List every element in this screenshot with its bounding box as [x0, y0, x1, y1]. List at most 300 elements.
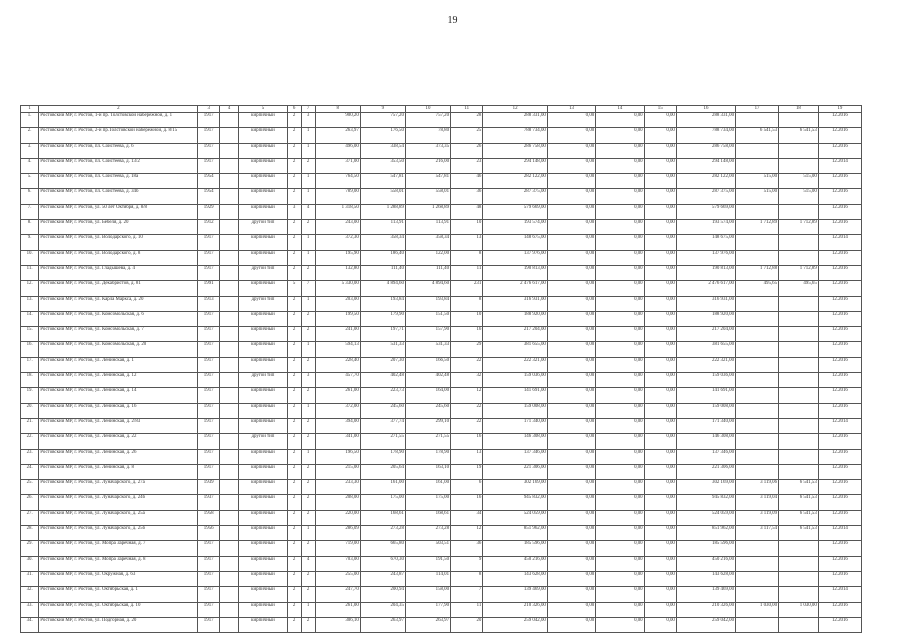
table-cell	[219, 128, 238, 143]
table-row	[21, 357, 862, 372]
table-cell: 210 326,00	[483, 602, 548, 617]
table-cell: 1954	[198, 174, 220, 189]
table-cell: 2	[287, 296, 301, 311]
table-cell	[736, 587, 779, 602]
table-cell: 579 669,00	[676, 204, 735, 219]
table-cell: 4 894,60	[405, 281, 450, 296]
table-cell: 221 306,00	[676, 464, 735, 479]
table-cell	[779, 449, 819, 464]
table-cell: 0,00	[547, 480, 595, 495]
table-cell: 10	[451, 220, 483, 235]
table-cell: 0,00	[644, 373, 676, 388]
address-cell: Ростовский МР, г. Ростов, ул. Окружная, д. 63	[39, 571, 198, 586]
table-cell	[779, 556, 819, 571]
table-cell: 12.2016	[818, 250, 861, 265]
table-cell: 2	[301, 464, 315, 479]
table-cell: 496,00	[315, 143, 360, 158]
column-header-16: 16	[676, 106, 735, 113]
table-cell: 16	[451, 495, 483, 510]
table-cell: кирпичный	[239, 204, 287, 219]
table-cell: 286,09	[315, 526, 360, 541]
table-cell: 719,00	[315, 541, 360, 556]
table-cell: 7	[451, 587, 483, 602]
table-cell	[736, 418, 779, 433]
table-cell: 11	[451, 602, 483, 617]
table-cell: 6 541,53	[779, 495, 819, 510]
table-cell	[736, 158, 779, 173]
table-row	[21, 464, 862, 479]
table-cell: 1	[301, 602, 315, 617]
table-cell: 0,00	[596, 556, 644, 571]
table-cell: 1	[301, 128, 315, 143]
table-cell: 288 331,00	[676, 113, 735, 128]
table-cell	[736, 556, 779, 571]
table-cell: кирпичный	[239, 418, 287, 433]
table-cell	[779, 204, 819, 219]
table-body	[21, 113, 862, 633]
table-cell: 0,00	[596, 342, 644, 357]
table-cell	[736, 464, 779, 479]
table-cell: 0,00	[596, 587, 644, 602]
table-cell	[736, 541, 779, 556]
table-cell: 12.2016	[818, 602, 861, 617]
table-cell: 12.2016	[818, 556, 861, 571]
table-cell: 16	[451, 434, 483, 449]
table-cell: 457,70	[315, 373, 360, 388]
table-cell: 0,00	[547, 495, 595, 510]
column-header-7: 7	[301, 106, 315, 113]
table-cell: 402,48	[360, 373, 405, 388]
table-cell: кирпичный	[239, 602, 287, 617]
table-cell: 5 330,00	[315, 281, 360, 296]
table-cell: 20	[451, 617, 483, 632]
table-cell: кирпичный	[239, 480, 287, 495]
table-cell: 358,34	[405, 235, 450, 250]
table-cell: 515,00	[779, 189, 819, 204]
table-cell: 2	[287, 113, 301, 128]
table-cell: 2	[287, 418, 301, 433]
table-cell: 287 375,00	[483, 189, 548, 204]
table-cell: 5.	[21, 174, 39, 189]
address-cell: Ростовский МР, г. Ростов, 1-й пр. Толстовской набережной, д. 1	[39, 113, 198, 128]
table-cell: 2	[287, 403, 301, 418]
table-cell: 1917	[198, 357, 220, 372]
table-cell: 12.2016	[818, 204, 861, 219]
table-cell: 12.2016	[818, 373, 861, 388]
table-cell: 1958	[198, 510, 220, 525]
table-cell: 2	[287, 357, 301, 372]
table-cell: 28.	[21, 526, 39, 541]
table-cell: 495,65	[736, 281, 779, 296]
table-cell: 12.2016	[818, 342, 861, 357]
table-cell	[219, 418, 238, 433]
table-row	[21, 265, 862, 280]
table-cell: 2	[287, 480, 301, 495]
table-cell	[779, 571, 819, 586]
table-cell: 0,00	[596, 388, 644, 403]
table-cell: 0,00	[596, 602, 644, 617]
table-cell: 179,90	[360, 311, 405, 326]
table-cell: 1917	[198, 327, 220, 342]
table-cell: 0,00	[596, 403, 644, 418]
table-cell: 0,00	[547, 434, 595, 449]
table-cell: 2	[301, 587, 315, 602]
table-cell: 0,00	[547, 388, 595, 403]
table-cell: 316 931,00	[483, 296, 548, 311]
table-cell: 373,35	[405, 143, 450, 158]
table-cell: 12.2016	[818, 541, 861, 556]
table-cell: 228,40	[315, 357, 360, 372]
table-cell: 2	[287, 434, 301, 449]
table-cell: другой тип	[239, 265, 287, 280]
table-cell: 12.2016	[818, 113, 861, 128]
table-cell: 12.2016	[818, 143, 861, 158]
table-cell: 175,00	[405, 495, 450, 510]
table-cell: 34	[451, 510, 483, 525]
table-cell: 0,00	[596, 327, 644, 342]
column-header-2: 2	[39, 106, 198, 113]
table-cell: 2	[301, 434, 315, 449]
table-cell: 0,00	[644, 174, 676, 189]
table-cell: 113,91	[405, 220, 450, 235]
housing-register-table	[20, 105, 862, 633]
table-cell: 143 628,00	[676, 571, 735, 586]
table-cell: 0,00	[547, 418, 595, 433]
table-cell: 1917	[198, 265, 220, 280]
table-cell: 0,00	[596, 357, 644, 372]
table-cell: 2 476 617,00	[676, 281, 735, 296]
table-cell: 0,00	[596, 128, 644, 143]
table-cell: 2	[287, 143, 301, 158]
table-row	[21, 434, 862, 449]
table-cell: 2	[287, 158, 301, 173]
table-cell: 1954	[198, 189, 220, 204]
address-cell: Ростовский МР, г. Ростов, ул. Луначарского, д. 25а	[39, 510, 198, 525]
column-header-13: 13	[547, 106, 595, 113]
address-cell: Ростовский МР, г. Ростов, пл. Соистеева, д. 18а	[39, 174, 198, 189]
table-cell: 139 469,00	[483, 587, 548, 602]
table-cell: 23	[451, 158, 483, 173]
table-cell: 0,00	[547, 250, 595, 265]
table-cell: 0,00	[644, 480, 676, 495]
table-cell: 1917	[198, 449, 220, 464]
table-cell: 1917	[198, 464, 220, 479]
table-cell: 0,00	[547, 143, 595, 158]
table-cell: 28	[451, 113, 483, 128]
table-cell: 0,00	[644, 464, 676, 479]
table-cell: 1 288,89	[360, 204, 405, 219]
table-cell: 17.	[21, 357, 39, 372]
table-cell: кирпичный	[239, 403, 287, 418]
address-cell: Ростовский МР, г. Ростов, ул. Ленинская, д. 22	[39, 434, 198, 449]
table-cell: 12.2014	[818, 587, 861, 602]
address-cell: Ростовский МР, г. Ростов, пл. Соистеева, д. 6	[39, 143, 198, 158]
table-cell: 193 574,00	[483, 220, 548, 235]
table-cell: 3 119,09	[736, 510, 779, 525]
table-row	[21, 250, 862, 265]
table-cell: 381 655,00	[676, 342, 735, 357]
table-cell: 524 059,00	[676, 510, 735, 525]
table-cell: 1 030,00	[779, 602, 819, 617]
table-cell: 0,00	[547, 281, 595, 296]
table-row	[21, 587, 862, 602]
table-cell: 757,20	[405, 113, 450, 128]
table-cell: другой тип	[239, 373, 287, 388]
table-row	[21, 602, 862, 617]
table-cell: 0,00	[596, 113, 644, 128]
table-cell	[779, 143, 819, 158]
table-cell: 0,00	[644, 495, 676, 510]
table-cell: 0,00	[547, 204, 595, 219]
table-cell: 1917	[198, 541, 220, 556]
column-header-11: 11	[451, 106, 483, 113]
table-cell: 273,28	[405, 526, 450, 541]
table-cell: 3 117,54	[736, 526, 779, 541]
table-cell: 515,00	[736, 174, 779, 189]
table-cell: 36	[451, 189, 483, 204]
table-cell: 146 308,00	[676, 434, 735, 449]
table-cell: 0,00	[644, 449, 676, 464]
table-cell: 2	[301, 158, 315, 173]
table-cell: 0,00	[547, 541, 595, 556]
table-cell: 3	[287, 204, 301, 219]
table-cell: 259 042,00	[483, 617, 548, 632]
table-cell: 157,90	[405, 327, 450, 342]
table-cell: 358,34	[360, 235, 405, 250]
table-cell: 0,00	[596, 418, 644, 433]
table-cell: 168,61	[405, 510, 450, 525]
table-cell: 14.	[21, 311, 39, 326]
table-cell	[779, 541, 819, 556]
table-cell: 0,00	[644, 418, 676, 433]
table-cell: 1 712,89	[779, 220, 819, 235]
table-cell: 0,00	[644, 204, 676, 219]
table-row	[21, 418, 862, 433]
table-cell: 12.2016	[818, 128, 861, 143]
table-cell: 1	[301, 449, 315, 464]
table-cell: 0,00	[596, 174, 644, 189]
table-cell: 2	[287, 464, 301, 479]
table-cell: 2	[287, 250, 301, 265]
table-cell: 261,00	[315, 388, 360, 403]
table-cell: 111,40	[360, 265, 405, 280]
table-cell: кирпичный	[239, 495, 287, 510]
table-cell	[736, 342, 779, 357]
table-row	[21, 495, 862, 510]
table-cell: 12.2016	[818, 464, 861, 479]
table-cell: 0,00	[596, 495, 644, 510]
table-cell	[219, 250, 238, 265]
table-row	[21, 541, 862, 556]
table-cell: другой тип	[239, 434, 287, 449]
table-cell: 185 596,00	[483, 541, 548, 556]
table-row	[21, 281, 862, 296]
table-cell: 5	[287, 281, 301, 296]
table-cell: 4.	[21, 158, 39, 173]
table-cell: 48	[451, 204, 483, 219]
table-cell: 176,50	[360, 128, 405, 143]
table-cell: 11	[451, 265, 483, 280]
table-cell: 0,00	[644, 434, 676, 449]
table-cell: 188 920,00	[483, 311, 548, 326]
table-cell: 36	[451, 541, 483, 556]
address-cell: Ростовский МР, г. Ростов, ул. Ленинская, д. 16	[39, 403, 198, 418]
table-cell: 0,00	[596, 526, 644, 541]
table-cell: 158,00	[405, 587, 450, 602]
table-cell: 2	[287, 342, 301, 357]
table-cell: 0,00	[547, 526, 595, 541]
table-row	[21, 235, 862, 250]
table-cell: 13	[451, 449, 483, 464]
column-header-10: 10	[405, 106, 450, 113]
table-cell: другой тип	[239, 220, 287, 235]
table-cell: 273,28	[360, 526, 405, 541]
table-cell	[736, 357, 779, 372]
table-cell: 1937	[198, 495, 220, 510]
table-cell	[779, 296, 819, 311]
table-cell	[779, 403, 819, 418]
column-header-3: 3	[198, 106, 220, 113]
table-cell: 2	[287, 495, 301, 510]
table-cell: 186,40	[360, 250, 405, 265]
table-cell: 30.	[21, 556, 39, 571]
table-cell: 12.2014	[818, 526, 861, 541]
table-cell: 0,00	[596, 265, 644, 280]
table-cell: 16.	[21, 342, 39, 357]
table-cell: 515,00	[779, 174, 819, 189]
table-cell: 1917	[198, 235, 220, 250]
table-row	[21, 189, 862, 204]
table-cell: 3.	[21, 143, 39, 158]
table-cell: 764,50	[315, 174, 360, 189]
table-cell: 0,00	[596, 235, 644, 250]
table-cell: 0,00	[547, 296, 595, 311]
table-cell: 1	[301, 526, 315, 541]
table-cell: 1 712,89	[779, 265, 819, 280]
table-cell: 2	[287, 388, 301, 403]
table-cell: 32	[451, 373, 483, 388]
table-cell: 1917	[198, 143, 220, 158]
table-cell: 286 758,00	[483, 143, 548, 158]
table-cell: 1917	[198, 113, 220, 128]
table-cell: 12.2016	[818, 571, 861, 586]
table-cell: 1 712,88	[736, 265, 779, 280]
table-cell: 6 541,53	[779, 510, 819, 525]
table-cell: 122,00	[405, 250, 450, 265]
table-cell: 3 119,04	[736, 495, 779, 510]
table-cell: 757,20	[360, 113, 405, 128]
table-cell: 0,00	[547, 464, 595, 479]
table-cell: 171 340,00	[483, 418, 548, 433]
table-cell: 15.	[21, 327, 39, 342]
table-cell: 1917	[198, 128, 220, 143]
table-cell: 0,00	[644, 541, 676, 556]
table-cell: 371,00	[315, 158, 360, 173]
table-cell: 0,00	[596, 311, 644, 326]
table-cell: 0,00	[547, 128, 595, 143]
table-cell	[736, 327, 779, 342]
table-cell: 23.	[21, 449, 39, 464]
table-cell: 243,00	[315, 220, 360, 235]
table-cell: 12.2016	[818, 495, 861, 510]
table-cell: 1	[301, 403, 315, 418]
table-row	[21, 617, 862, 632]
table-cell: 203,00	[315, 296, 360, 311]
table-cell: 0,00	[644, 113, 676, 128]
table-cell: 205,64	[360, 464, 405, 479]
table-cell: 137 346,00	[483, 449, 548, 464]
table-cell: 8.	[21, 220, 39, 235]
table-cell: 4 894,60	[360, 281, 405, 296]
table-cell	[219, 204, 238, 219]
table-cell: 2	[287, 189, 301, 204]
address-cell: Ростовский МР, г. Ростов, ул. Бебеля, д. 20	[39, 220, 198, 235]
table-cell: 2	[287, 587, 301, 602]
table-cell: 263,97	[405, 617, 450, 632]
table-cell	[219, 587, 238, 602]
table-cell: 2	[287, 174, 301, 189]
table-cell: 222 321,00	[676, 357, 735, 372]
table-row	[21, 143, 862, 158]
column-header-1: 1	[21, 106, 39, 113]
table-cell: 217 204,00	[483, 327, 548, 342]
table-cell: 0,00	[644, 388, 676, 403]
table-cell	[219, 174, 238, 189]
table-cell: 2	[287, 541, 301, 556]
table-cell: 111,40	[405, 265, 450, 280]
table-cell: 19	[451, 464, 483, 479]
table-cell: 0,00	[547, 403, 595, 418]
table-cell: 2 476 617,00	[483, 281, 548, 296]
table-cell	[219, 189, 238, 204]
table-cell: 0,00	[547, 373, 595, 388]
table-cell: 12.	[21, 281, 39, 296]
table-row	[21, 556, 862, 571]
table-cell: 0,00	[596, 541, 644, 556]
table-cell: 0,00	[644, 510, 676, 525]
table-cell: 185 596,00	[676, 541, 735, 556]
table-row	[21, 174, 862, 189]
table-cell: 159 008,00	[676, 403, 735, 418]
table-cell: 245,60	[405, 403, 450, 418]
table-cell: 21.	[21, 418, 39, 433]
address-cell: Ростовский МР, г. Ростов, 2-й пр.Толстовской набережной, д. 8/15	[39, 128, 198, 143]
table-cell: 27.	[21, 510, 39, 525]
table-cell: кирпичный	[239, 541, 287, 556]
table-cell: 171 340,00	[676, 418, 735, 433]
table-cell: 0,00	[596, 158, 644, 173]
table-cell: 0,00	[547, 357, 595, 372]
table-cell	[736, 434, 779, 449]
table-cell: 231	[451, 281, 483, 296]
table-cell: 12.2016	[818, 449, 861, 464]
table-cell: 302 169,00	[483, 480, 548, 495]
table-cell: 1917	[198, 418, 220, 433]
table-cell: 197,71	[360, 327, 405, 342]
table-cell: 0,00	[547, 617, 595, 632]
table-cell: 0,00	[596, 281, 644, 296]
table-cell	[779, 388, 819, 403]
table-cell	[219, 220, 238, 235]
table-cell: 3	[301, 113, 315, 128]
table-cell	[219, 373, 238, 388]
table-cell: 288 331,00	[483, 113, 548, 128]
table-cell: 114,01	[405, 571, 450, 586]
table-cell: кирпичный	[239, 281, 287, 296]
table-cell: кирпичный	[239, 556, 287, 571]
address-cell: Ростовский МР, г. Ростов, ул. Луначарского, д. 25б	[39, 526, 198, 541]
table-cell: 193 574,00	[676, 220, 735, 235]
